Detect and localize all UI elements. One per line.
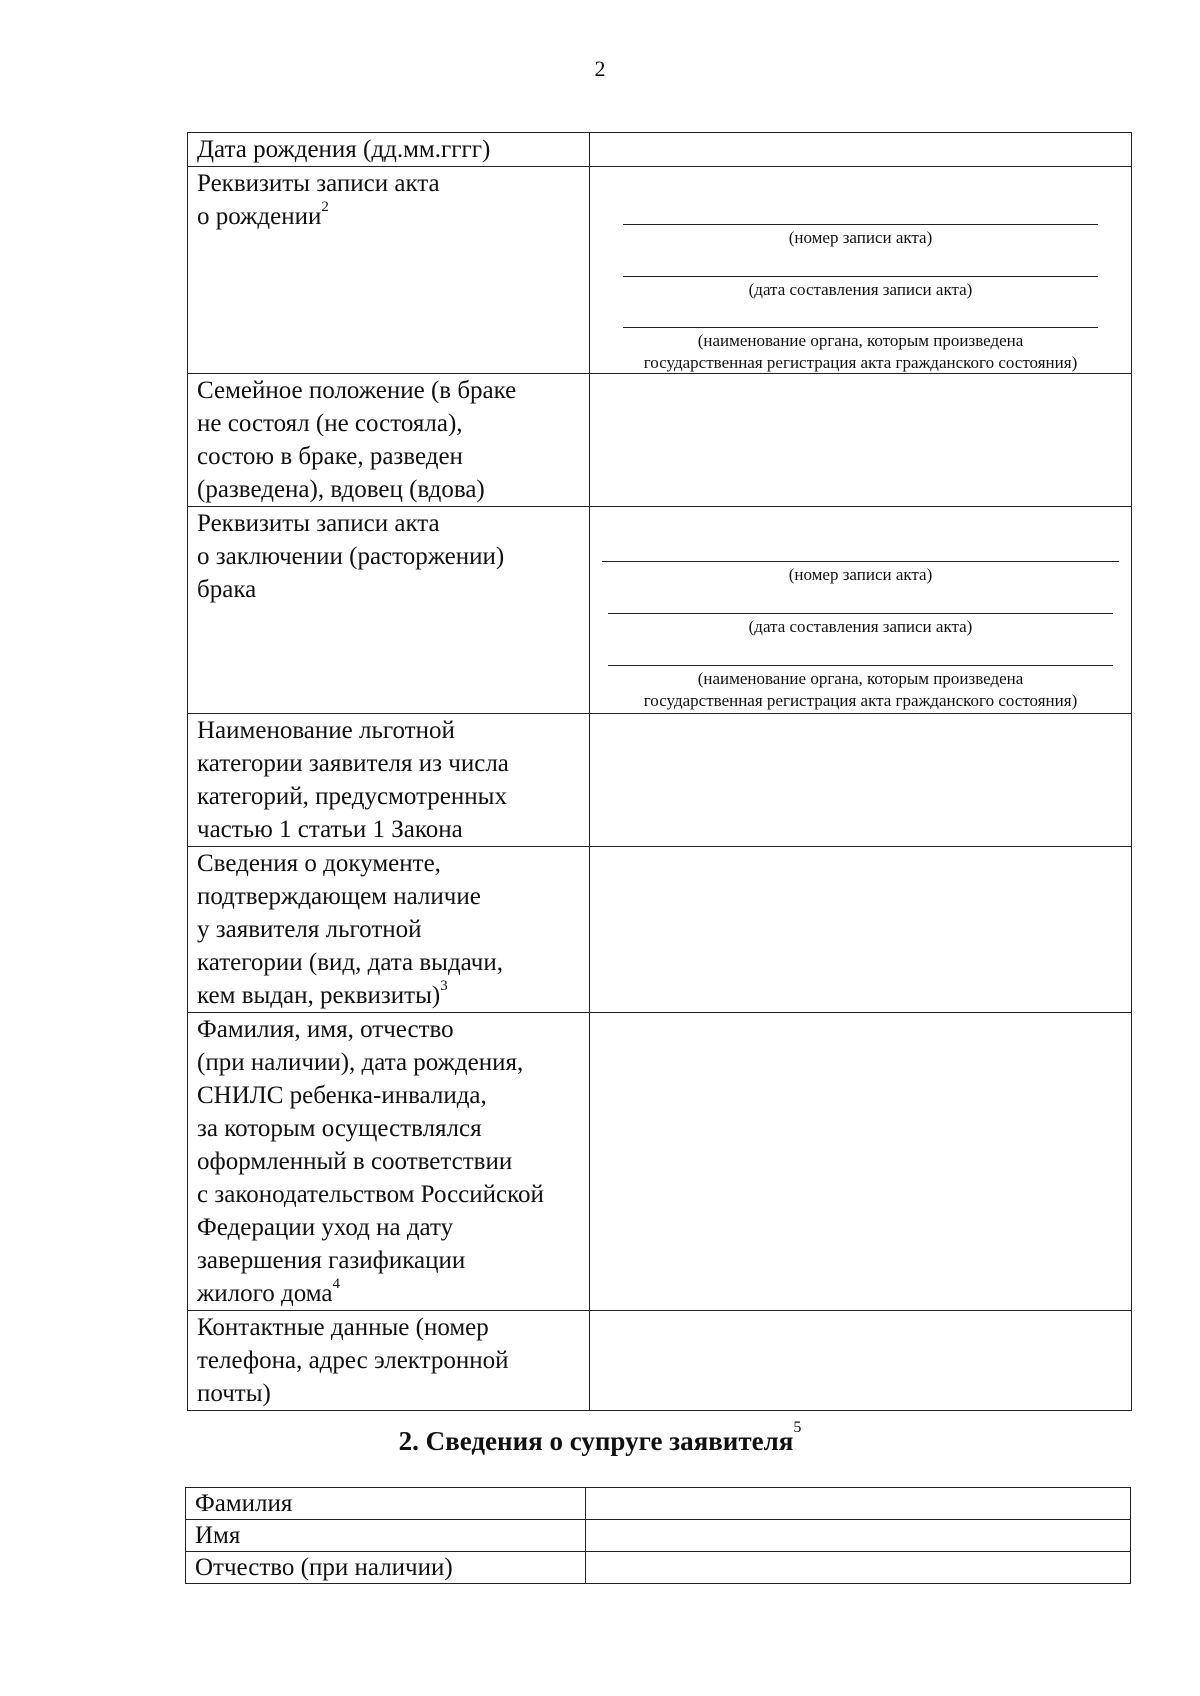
- spouse-name-label: Имя: [186, 1520, 586, 1552]
- spouse-info-table: [185, 1487, 1131, 1584]
- contact-info-label: Контактные данные (номер телефона, адрес электронной почты): [188, 1311, 590, 1411]
- spouse-surname-value[interactable]: [586, 1488, 1131, 1520]
- record-date-line[interactable]: [623, 276, 1098, 277]
- table-row: [188, 1013, 1132, 1311]
- footnote-ref: 2: [321, 198, 329, 215]
- marital-status-value[interactable]: [590, 374, 1132, 507]
- page-number: 2: [594, 56, 606, 81]
- applicant-info-table: [187, 132, 1132, 1411]
- registry-office-caption: (наименование органа, которым произведена государственная регистрация акта гражданского состояния): [643, 331, 1078, 372]
- marriage-record-value[interactable]: [590, 507, 1132, 714]
- record-date-caption: (дата составления записи акта): [748, 280, 973, 299]
- table-row: [188, 714, 1132, 847]
- disabled-child-value[interactable]: [590, 1013, 1132, 1311]
- table-row: [188, 1311, 1132, 1411]
- spouse-patronymic-label: Отчество (при наличии): [186, 1552, 586, 1584]
- birth-record-label: Реквизиты записи акта о рождении$^2$: [188, 167, 590, 374]
- footnote-ref: 5: [793, 1419, 802, 1436]
- marital-status-label: Семейное положение (в браке не состоял (не состояла), состою в браке, разведен (разведена), вдовец (вдова): [188, 374, 590, 507]
- birth-record-value[interactable]: [590, 167, 1132, 374]
- section-2-title: 2. Сведения о супруге заявителя$^5$: [398, 1419, 802, 1456]
- table-row: [188, 374, 1132, 507]
- record-date-line[interactable]: [608, 613, 1113, 614]
- benefit-category-value[interactable]: [590, 714, 1132, 847]
- table-row: [188, 507, 1132, 714]
- registry-office-line[interactable]: [608, 665, 1113, 666]
- registry-office-line[interactable]: [623, 327, 1098, 328]
- contact-info-value[interactable]: [590, 1311, 1132, 1411]
- table-row: [188, 847, 1132, 1013]
- record-number-line[interactable]: [602, 561, 1119, 562]
- disabled-child-label: Фамилия, имя, отчество (при наличии), дата рождения, СНИЛС ребенка-инвалида, за которым осуществлялся оформленный в соответствии с законодательством Российской Федерации уход на дату завершения газификации жилого дома$^4$: [188, 1013, 590, 1311]
- record-number-line[interactable]: [623, 224, 1098, 225]
- record-date-caption: (дата составления записи акта): [748, 617, 973, 636]
- table-row: [186, 1520, 1131, 1552]
- spouse-surname-label: Фамилия: [186, 1488, 586, 1520]
- benefit-document-value[interactable]: [590, 847, 1132, 1013]
- table-row: [186, 1552, 1131, 1584]
- table-row: [188, 167, 1132, 374]
- benefit-category-label: Наименование льготной категории заявителя из числа категорий, предусмотренных частью 1 статьи 1 Закона: [188, 714, 590, 847]
- record-number-caption: (номер записи акта): [788, 565, 933, 584]
- table-row: [188, 133, 1132, 167]
- birth-date-value[interactable]: [590, 133, 1132, 167]
- table-row: [186, 1488, 1131, 1520]
- footnote-ref: 3: [440, 977, 448, 994]
- registry-office-caption: (наименование органа, которым произведена государственная регистрация акта гражданского состояния): [643, 669, 1078, 710]
- benefit-document-label: Сведения о документе, подтверждающем наличие у заявителя льготной категории (вид, дата выдачи, кем выдан, реквизиты)$^3$: [188, 847, 590, 1013]
- spouse-patronymic-value[interactable]: [586, 1552, 1131, 1584]
- record-number-caption: (номер записи акта): [788, 228, 933, 247]
- footnote-ref: 4: [332, 1275, 340, 1292]
- marriage-record-label: Реквизиты записи акта о заключении (расторжении) брака: [188, 507, 590, 714]
- birth-date-label: Дата рождения (дд.мм.гггг): [188, 133, 590, 167]
- spouse-name-value[interactable]: [586, 1520, 1131, 1552]
